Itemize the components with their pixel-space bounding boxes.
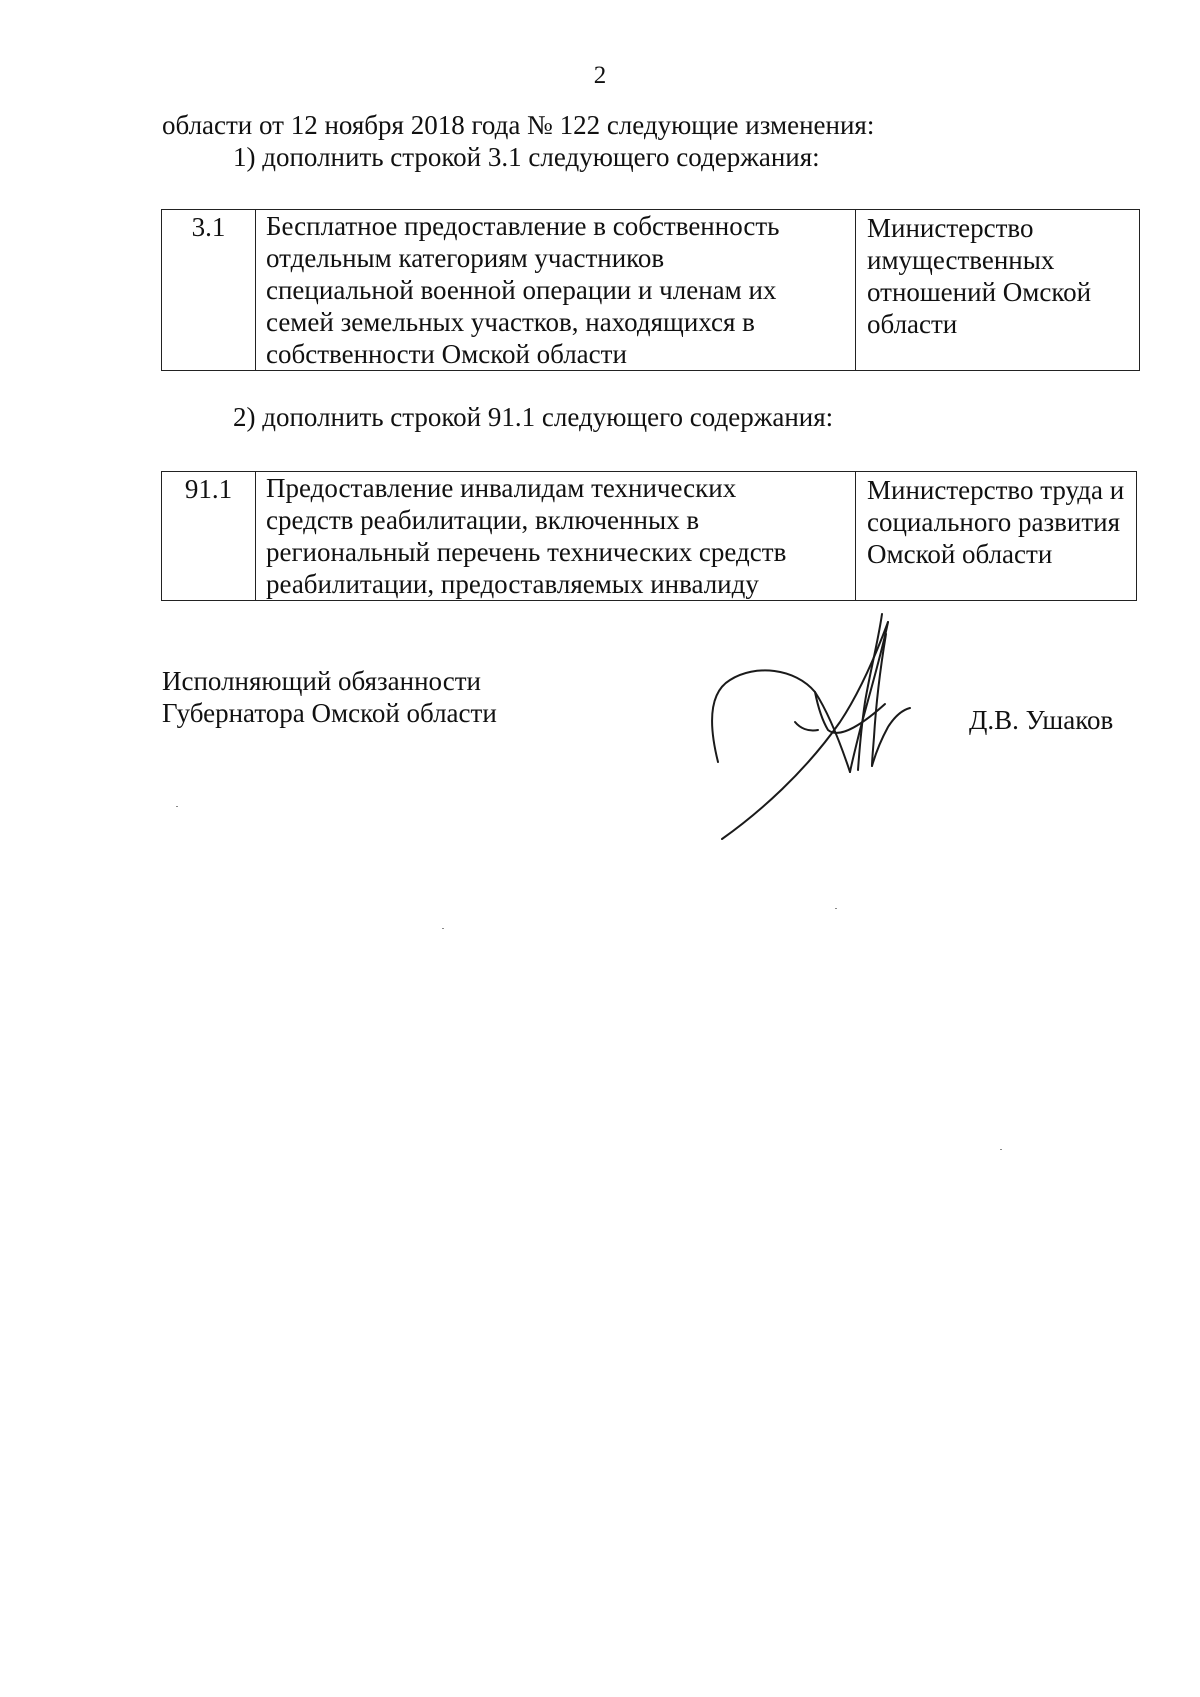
table-row xyxy=(162,210,1140,371)
row-number-cell: 3.1 xyxy=(162,210,256,371)
item-2-text: 2) дополнить строкой 91.1 следующего содержания: xyxy=(233,402,834,432)
description-line: собственности Омской области xyxy=(266,339,627,369)
amendment-table-1 xyxy=(161,209,1140,371)
signatory-name: Д.В. Ушаков xyxy=(969,705,1114,735)
organization-line: Омской области xyxy=(867,539,1053,569)
intro-text: области от 12 ноября 2018 года № 122 следующие изменения: xyxy=(162,110,875,140)
responsible-body-cell xyxy=(856,472,1137,601)
signatory-title xyxy=(162,665,497,729)
organization-line: области xyxy=(867,309,958,339)
service-description-cell xyxy=(256,210,856,371)
description-line: средств реабилитации, включенных в xyxy=(266,505,700,535)
organization-line: Министерство труда и xyxy=(867,475,1125,505)
description-line: Предоставление инвалидам технических xyxy=(266,473,737,503)
description-line: отдельным категориям участников xyxy=(266,243,665,273)
handwritten-signature xyxy=(700,612,1000,852)
signatory-title-line: Губернатора Омской области xyxy=(162,698,497,728)
row-number-cell: 91.1 xyxy=(162,472,256,601)
signatory-title-line: Исполняющий обязанности xyxy=(162,666,481,696)
description-line: семей земельных участков, находящихся в xyxy=(266,307,755,337)
scan-speck xyxy=(176,806,178,807)
description-line: реабилитации, предоставляемых инвалиду xyxy=(266,569,759,599)
table-row xyxy=(162,472,1137,601)
description-line: региональный перечень технических средств xyxy=(266,537,787,567)
scan-speck xyxy=(835,908,837,909)
page-number: 2 xyxy=(593,62,607,89)
organization-line: Министерство xyxy=(867,213,1034,243)
scan-speck xyxy=(1000,1149,1002,1150)
organization-line: отношений Омской xyxy=(867,277,1092,307)
responsible-body-cell xyxy=(856,210,1140,371)
organization-line: социального развития xyxy=(867,507,1121,537)
amendment-table-2 xyxy=(161,471,1137,601)
description-line: специальной военной операции и членам их xyxy=(266,275,777,305)
scan-speck xyxy=(442,928,444,929)
service-description-cell xyxy=(256,472,856,601)
description-line: Бесплатное предоставление в собственность xyxy=(266,211,780,241)
organization-line: имущественных xyxy=(867,245,1055,275)
item-1-text: 1) дополнить строкой 3.1 следующего содержания: xyxy=(233,142,820,172)
